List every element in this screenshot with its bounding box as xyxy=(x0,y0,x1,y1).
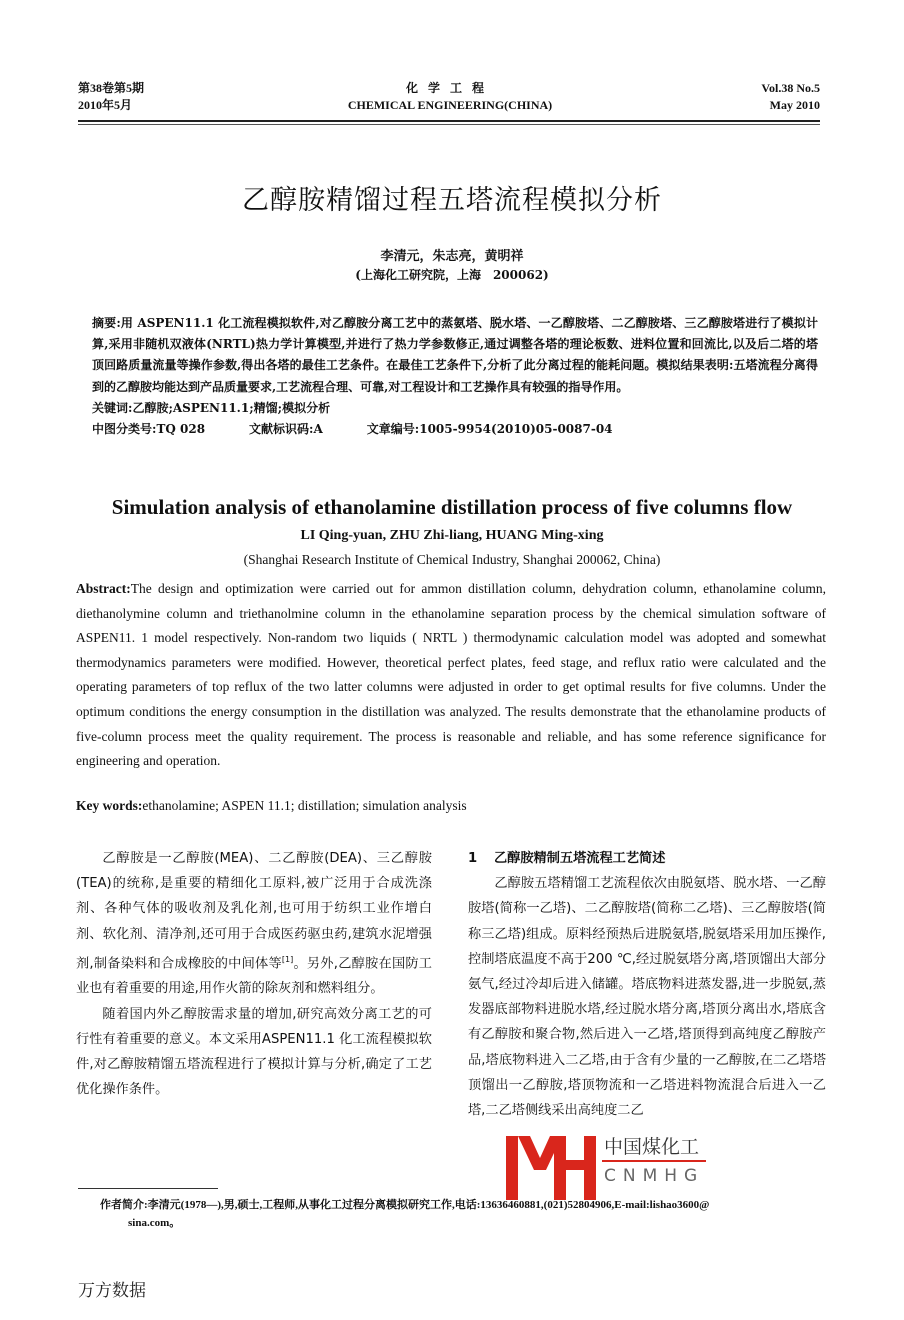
paper-title-cn: 乙醇胺精馏过程五塔流程模拟分析 xyxy=(242,185,662,216)
footnote-label: 作者简介: xyxy=(100,1199,148,1211)
doc-code-label: 文献标识码: xyxy=(249,422,314,437)
issue-date-en: May 2010 xyxy=(769,98,820,112)
section-number: 1 xyxy=(468,851,478,866)
journal-issue-info xyxy=(78,80,144,114)
authors-cn: 李清元，朱志亮，黄明祥 xyxy=(380,249,524,264)
issue-date: 2010年5月 xyxy=(78,98,133,112)
header-rule-thin xyxy=(78,124,820,125)
keywords-en-text: ethanolamine; ASPEN 11.1; distillation; simulation analysis xyxy=(142,798,467,813)
article-number-label: 文章编号: xyxy=(366,422,420,437)
affiliation-cn: (上海化工研究院，上海 200062) xyxy=(355,268,549,282)
intro-paragraph-1-tail: 。另外,乙醇胺在国防工业也有着重要的用途,用作火箭的除灰剂和燃料组分。 xyxy=(76,956,432,997)
keywords-en-label: Key words: xyxy=(76,798,143,813)
header-rule xyxy=(78,120,820,122)
doc-code-value: A xyxy=(313,422,323,437)
footnote-text: 李清元(1978—),男,硕士,工程师,从事化工过程分离模拟研究工作,电话:13636460881,(021)52804906,E-mail:lishao3600@ xyxy=(147,1199,710,1211)
keywords-cn-text: 乙醇胺;ASPEN11.1;精馏;模拟分析 xyxy=(132,400,331,415)
intro-paragraph-2: 随着国内外乙醇胺需求量的增加,研究高效分离工艺的可行性有着重要的意义。本文采用ASPEN11.1 化工流程模拟软件,对乙醇胺精馏五塔流程进行了模拟计算与分析,确定了工艺优化操作条件。 xyxy=(76,1006,432,1098)
authors-en: LI Qing-yuan, ZHU Zhi-liang, HUANG Ming-xing xyxy=(300,528,604,543)
keywords-cn-label: 关键词: xyxy=(92,400,133,415)
journal-name-cn: 化学工程 xyxy=(405,81,494,95)
keywords-en xyxy=(76,798,467,814)
author-footnote xyxy=(100,1196,830,1232)
section-title: 乙醇胺精制五塔流程工艺简述 xyxy=(494,851,666,866)
journal-name xyxy=(300,80,600,114)
footnote-continuation: sina.com。 xyxy=(128,1217,181,1229)
logo-divider xyxy=(602,1160,706,1162)
abstract-en-label: Abstract: xyxy=(76,581,131,596)
article-number-value: 1005-9954(2010)05-0087-04 xyxy=(419,422,613,437)
source-watermark: 万方数据 xyxy=(78,1281,146,1301)
intro-paragraph-1 xyxy=(76,846,432,1002)
abstract-cn-label: 摘要: xyxy=(92,316,121,330)
logo-text-en: CNMHG xyxy=(604,1166,705,1186)
paper-title-en: Simulation analysis of ethanolamine distillation process of five columns flow xyxy=(111,495,793,519)
body-column-left xyxy=(76,846,432,1102)
body-column-right xyxy=(468,846,826,1123)
clc-label: 中图分类号: xyxy=(92,422,157,437)
intro-paragraph-1-text: 乙醇胺是一乙醇胺(MEA)、二乙醇胺(DEA)、三乙醇胺(TEA)的统称,是重要的精细化工原料,被广泛用于合成洗涤剂、各种气体的吸收剂及乳化剂,也可用于纺织工业作增白剂、软化剂、清净剂,还可用于合成医药驱虫药,建筑水泥增强剂,制备染料和合成橡胶的中间体等 xyxy=(76,851,432,972)
journal-issue-info-en xyxy=(761,80,820,114)
section-heading xyxy=(468,846,826,871)
clc-value: TQ 028 xyxy=(156,422,206,437)
mh-logo-mark-icon xyxy=(502,1130,602,1200)
section-paragraph: 乙醇胺五塔精馏工艺流程依次由脱氨塔、脱水塔、一乙醇胺塔(简称一乙塔)、二乙醇胺塔(简称二乙塔)、三乙醇胺塔(简称三乙塔)组成。原料经预热后进脱氨塔,脱氨塔采用加压操作,控制塔底温度不高于200 ℃,经过脱氨塔分离,塔顶馏出大部分氨气,经过冷却后进入储罐。塔底物料进蒸发器,进一步脱氨,蒸发器底部物料进脱水塔,经过脱水塔分离,塔顶分离出水,塔底含有乙醇胺和聚合物,然后进入一乙塔,塔顶得到高纯度乙醇胺产品,塔底物料进入二乙塔,由于含有少量的一乙醇胺,在二乙塔塔顶馏出一乙醇胺,塔顶物流和一乙塔进料物流混合后进入一乙塔,二乙塔侧线采出高纯度二乙 xyxy=(468,876,826,1119)
citation-ref[interactable]: [1] xyxy=(281,954,294,964)
volume-issue: 第38卷第5期 xyxy=(78,81,145,95)
footnote-rule xyxy=(78,1188,218,1189)
volume-issue-en: Vol.38 No.5 xyxy=(761,81,820,95)
cnmhg-logo xyxy=(502,1130,712,1200)
abstract-cn xyxy=(92,313,818,440)
journal-name-en: CHEMICAL ENGINEERING(CHINA) xyxy=(347,98,553,112)
affiliation-en: (Shanghai Research Institute of Chemical Industry, Shanghai 200062, China) xyxy=(243,552,661,567)
abstract-en xyxy=(76,577,826,774)
abstract-cn-text: 用 ASPEN11.1 化工流程模拟软件,对乙醇胺分离工艺中的蒸氨塔、脱水塔、一乙醇胺塔、二乙醇胺塔、三乙醇胺塔进行了模拟计算,采用非随机双液体(NRTL)热力学计算模型,并进行了热力学参数修正,通过调整各塔的理论板数、进料位置和回流比,以及后二塔的塔顶回路质量流量等操作参数,得出各塔的最佳工艺条件。在最佳工艺条件下,分析了此分离过程的能耗问题。模拟结果表明:五塔流程分离得到的乙醇胺均能达到产品质量要求,工艺流程合理、可靠,对工程设计和工艺操作具有较强的指导作用。 xyxy=(92,316,818,394)
logo-text-cn: 中国煤化工 xyxy=(602,1132,701,1159)
abstract-en-text: The design and optimization were carried out for ammon distillation column, dehydration column, ethanolamine column, diethanolymine column and triethanolmine column in the ethanolamine separation process by the chemical simulation software of ASPEN11. 1 model respectively. Non-random two liquids ( NRTL ) thermodynamic calculation model was adopted and somewhat thermodynamics parameters were modified. However, theoretical perfect plates, feed stage, and reflux ratio were calculated and the operating parameters of top reflux of the two latter columns were adjusted in order to get optimal results for five columns. Under the optimum conditions the energy consumption in the distillation was analyzed. The results demonstrate that the ethanolamine products of five-column process meet the quality requirement. The process is reasonable and reliable, and has some reference significance for engineering and operation. xyxy=(76,581,826,769)
